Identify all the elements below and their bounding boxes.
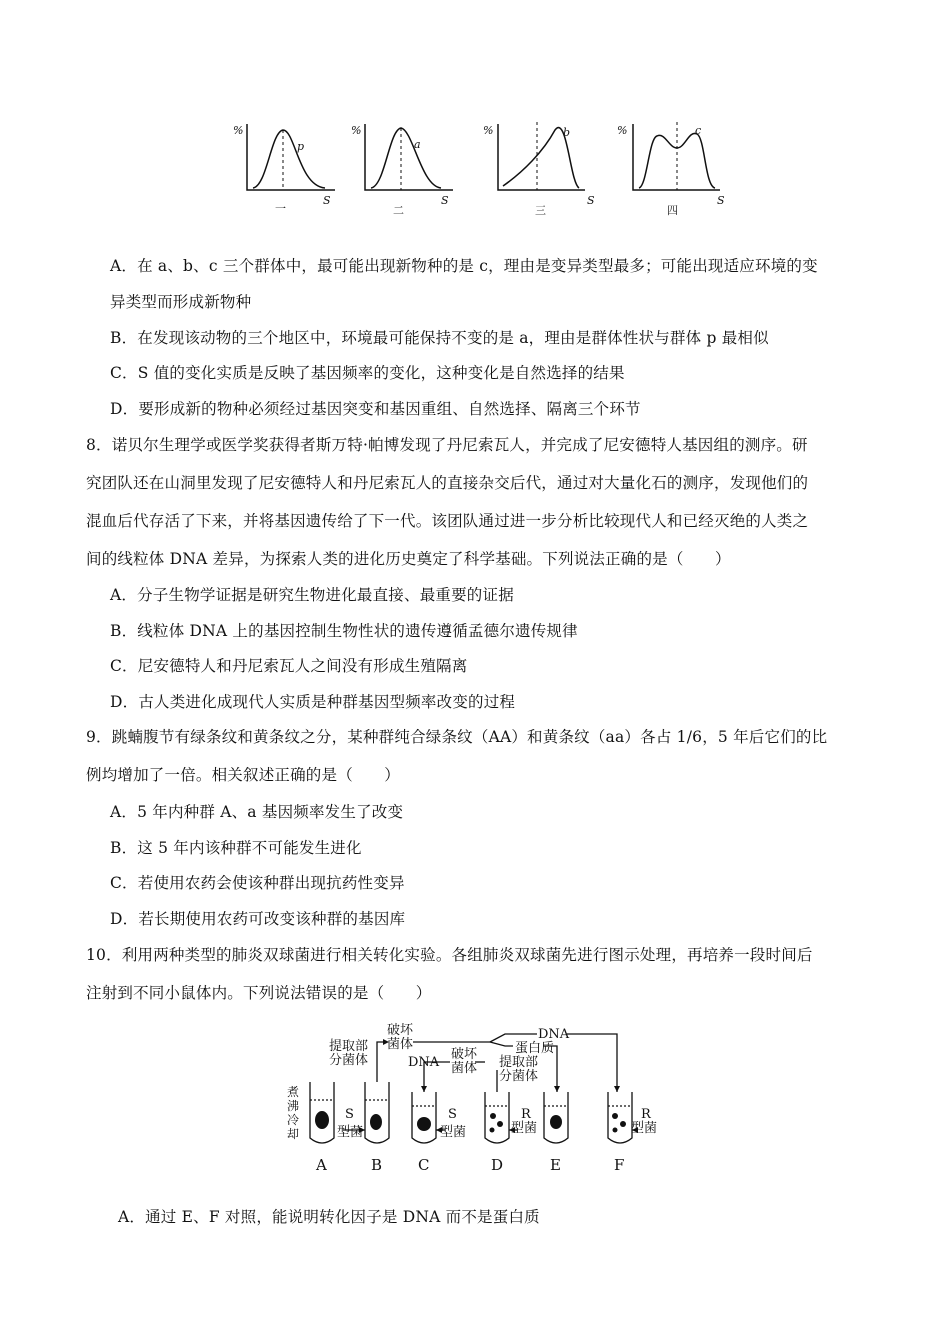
q10-option-a: A．通过 E、F 对照，能说明转化因子是 DNA 而不是蛋白质: [118, 1208, 540, 1226]
panel1-curve-label: p: [297, 140, 305, 153]
r-label-1: R: [521, 1107, 531, 1122]
q8-stem-line3: 混血后代存活了下来，并将基因遗传给了下一代。该团队通过进一步分析比较现代人和已经灭绝的人类之: [86, 512, 809, 530]
q8-option-a: A．分子生物学证据是研究生物进化最直接、最重要的证据: [110, 586, 514, 604]
q7-option-c: C．S 值的变化实质是反映了基因频率的变化，这种变化是自然选择的结果: [110, 364, 625, 382]
tube-f: [608, 1092, 632, 1143]
panel3-x-axis-label: S: [587, 194, 595, 207]
r-type-label-2: 型菌: [631, 1121, 658, 1136]
s-type-label-1: 型菌: [337, 1125, 364, 1140]
q9-option-b: B．这 5 年内该种群不可能发生进化: [110, 839, 362, 857]
q7-option-a-line1: A．在 a、b、c 三个群体中，最可能出现新物种的是 c，理由是变异类型最多；可能出现适应环境的变: [110, 257, 818, 275]
extract-label-mid-1: 提取部: [499, 1055, 539, 1070]
tube-label-c: C: [418, 1156, 430, 1174]
tube-label-d: D: [491, 1156, 504, 1174]
r-type-label-1: 型菌: [511, 1121, 538, 1136]
q7-option-d: D．要形成新的物种必须经过基因突变和基因重组、自然选择、隔离三个环节: [110, 400, 641, 418]
boil-cool-label: 煮沸冷却: [287, 1085, 300, 1141]
q8-option-b: B．线粒体 DNA 上的基因控制生物性状的遗传遵循孟德尔遗传规律: [110, 622, 578, 640]
destroy-label-top-2: 菌体: [387, 1037, 414, 1052]
q8-option-d: D．古人类进化成现代人实质是种群基因型频率改变的过程: [110, 693, 516, 711]
extract-label-top-2: 分菌体: [329, 1053, 369, 1068]
r-label-2: R: [641, 1107, 651, 1122]
q8-option-c: C．尼安德特人和丹尼索瓦人之间没有形成生殖隔离: [110, 657, 468, 675]
panel3-y-axis-label: %: [483, 124, 494, 137]
q8-stem-line2: 究团队还在山洞里发现了尼安德特人和丹尼索瓦人的直接杂交后代，通过对大量化石的测序，发现他们的: [86, 474, 809, 492]
panel4-curve-label: c: [695, 124, 702, 137]
s-type-label-2: 型菌: [440, 1125, 467, 1140]
q9-option-a: A．5 年内种群 A、a 基因频率发生了改变: [110, 803, 404, 821]
destroy-label-top-1: 破坏: [387, 1023, 414, 1038]
q7-option-a-line2: 异类型而形成新物种: [110, 293, 252, 311]
dna-label-mid: DNA: [408, 1055, 440, 1070]
q10-stem-line1: 10．利用两种类型的肺炎双球菌进行相关转化实验。各组肺炎双球菌先进行图示处理，再培养一段时间后: [86, 946, 813, 964]
panel2-caption: 二: [393, 204, 404, 217]
extract-label-top-1: 提取部: [329, 1039, 369, 1054]
s-label-2: S: [448, 1107, 457, 1122]
panel2-x-axis-label: S: [441, 194, 449, 207]
panel1-y-axis-label: %: [233, 124, 244, 137]
q8-stem-line4: 间的线粒体 DNA 差异，为探索人类的进化历史奠定了科学基础。下列说法正确的是（ ）: [86, 550, 731, 568]
figure-transformation-experiment: [285, 1012, 665, 1180]
protein-label: 蛋白质: [515, 1041, 555, 1056]
tube-label-e: E: [550, 1156, 561, 1174]
tube-b: [365, 1082, 389, 1143]
q10-stem-line2: 注射到不同小鼠体内。下列说法错误的是（ ）: [86, 984, 432, 1002]
panel3-curve-label: b: [563, 126, 571, 139]
q8-stem-line1: 8．诺贝尔生理学或医学奖获得者斯万特·帕博发现了丹尼索瓦人，并完成了尼安德特人基因组的测序。研: [86, 436, 808, 454]
panel4-caption: 四: [667, 204, 678, 217]
panel2-curve-label: a: [414, 138, 421, 151]
panel4-y-axis-label: %: [617, 124, 628, 137]
tube-d: [485, 1092, 509, 1143]
tube-label-f: F: [614, 1156, 625, 1174]
q9-option-c: C．若使用农药会使该种群出现抗药性变异: [110, 874, 405, 892]
q9-stem-line1: 9．跳蝻腹节有绿条纹和黄条纹之分，某种群纯合绿条纹（AA）和黄条纹（aa）各占 1/6，5 年后它们的比: [86, 728, 828, 746]
panel2-y-axis-label: %: [351, 124, 362, 137]
extract-label-mid-2: 分菌体: [499, 1069, 539, 1084]
dna-label-top: DNA: [538, 1027, 570, 1042]
panel1-caption: 一: [275, 202, 286, 215]
q9-option-d: D．若长期使用农药可改变该种群的基因库: [110, 910, 406, 928]
q9-stem-line2: 例均增加了一倍。相关叙述正确的是（ ）: [86, 766, 401, 784]
tube-label-b: B: [371, 1156, 383, 1174]
panel4-x-axis-label: S: [717, 194, 725, 207]
destroy-label-mid-2: 菌体: [451, 1061, 478, 1076]
panel3-caption: 三: [535, 204, 546, 217]
tube-label-a: A: [316, 1156, 327, 1174]
destroy-label-mid-1: 破坏: [451, 1047, 478, 1062]
q7-option-b: B．在发现该动物的三个地区中，环境最可能保持不变的是 a，理由是群体性状与群体 p 最相似: [110, 329, 769, 347]
panel1-x-axis-label: S: [323, 194, 331, 207]
s-label-1: S: [345, 1107, 354, 1122]
figure-distribution-curves: [225, 112, 735, 224]
